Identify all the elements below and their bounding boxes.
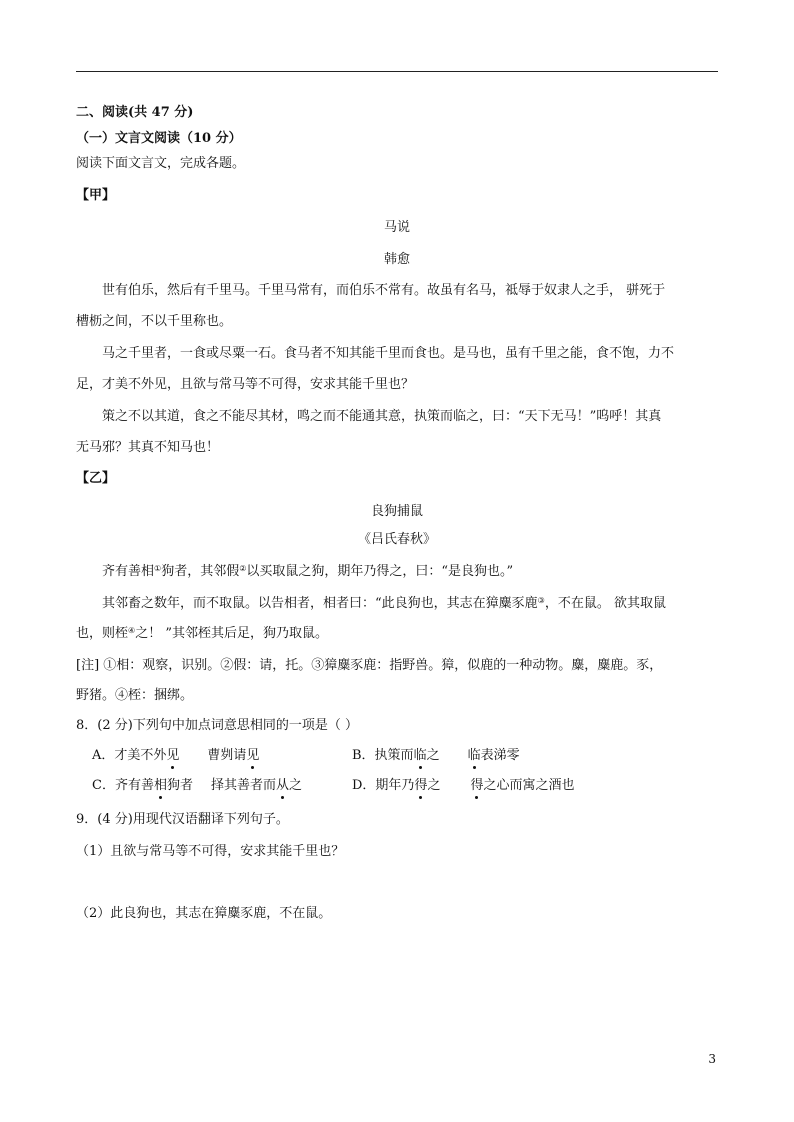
footnote-marker: ①: [154, 564, 162, 573]
footnote-marker: ③: [537, 596, 545, 605]
dotted-word: 临: [467, 748, 481, 763]
footnote-marker: ②: [239, 564, 247, 573]
jia-p1-line1: 世有伯乐，然后有千里马。千里马常有，而伯乐不常有。故虽有名马，祗辱于奴隶人之手， 骈死于: [102, 283, 666, 298]
annotation-line1: [注] ①相：观察，识别。②假：请，托。③獐麋豕鹿：指野兽。獐，似鹿的一种动物。麋，麋鹿。豕，: [76, 658, 663, 673]
q9-sentence-2: （2）此良狗也，其志在獐麋豕鹿，不在鼠。: [76, 906, 332, 921]
footnote-marker: ④: [128, 626, 136, 635]
passage-jia-tag: 【甲】: [76, 188, 116, 203]
jia-p3-line1: 策之不以其道，食之不能尽其材，鸣之而不能通其意，执策而临之，曰：“天下无马！”呜呼！其真: [102, 409, 662, 424]
jia-p1-line2: 槽枥之间，不以千里称也。: [76, 314, 233, 329]
q8-option-a: A．才美不外见 曹刿请见: [92, 748, 260, 763]
annotation-line2: 野猪。④桎：捆绑。: [76, 688, 194, 703]
q8-option-c: C．齐有善相狗者 择其善者而从之: [92, 778, 303, 793]
q9-sentence-1: （1）且欲与常马等不可得，安求其能千里也？: [76, 844, 345, 859]
yi-p2-line1: 其邻畜之数年，而不取鼠。以告相者，相者曰：“此良狗也，其志在獐麋豕鹿③，不在鼠。 欲其取鼠: [102, 596, 666, 611]
yi-p1: 齐有善相①狗者，其邻假②以买取鼠之狗，期年乃得之，曰：“是良狗也。”: [102, 564, 514, 579]
yi-p2-line2: 也，则桎④之！ ”其邻桎其后足，狗乃取鼠。: [76, 626, 328, 641]
q8-option-d: D．期年乃得之 得之心而寓之酒也: [352, 778, 575, 793]
dotted-word: 得: [470, 778, 484, 793]
passage-jia-title: 马说: [383, 220, 410, 235]
subsection-heading: （一）文言文阅读（10 分）: [76, 131, 242, 146]
passage-jia-author: 韩愈: [383, 252, 410, 267]
section-heading: 二、阅读(共 47 分): [76, 105, 194, 120]
instruction-text: 阅读下面文言文，完成各题。: [76, 156, 246, 171]
page-number: 3: [708, 1052, 716, 1066]
jia-p3-line2: 无马邪？其真不知马也！: [76, 440, 220, 455]
dotted-word: 见: [246, 748, 260, 763]
question-9-stem: 9．(4 分)用现代汉语翻译下列句子。: [76, 812, 289, 827]
dotted-word: 相: [153, 778, 167, 793]
header-rule: [76, 71, 718, 72]
passage-yi-source: 《吕氏春秋》: [357, 532, 436, 547]
dotted-word: 得: [414, 778, 428, 793]
jia-p2-line2: 足，才美不外见，且欲与常马等不可得，安求其能千里也？: [76, 377, 415, 392]
jia-p2-line1: 马之千里者，一食或尽粟一石。食马者不知其能千里而食也。是马也，虽有千里之能，食不饱，力不: [102, 346, 675, 361]
passage-yi-tag: 【乙】: [76, 471, 116, 486]
dotted-word: 临: [413, 748, 427, 763]
dotted-word: 从: [276, 778, 290, 793]
passage-yi-title: 良狗捕鼠: [370, 504, 423, 519]
dotted-word: 见: [166, 748, 180, 763]
question-8-stem: 8．(2 分)下列句中加点词意思相同的一项是（ ）: [76, 718, 358, 733]
q8-option-b: B．执策而临之 临表涕零: [352, 748, 520, 763]
